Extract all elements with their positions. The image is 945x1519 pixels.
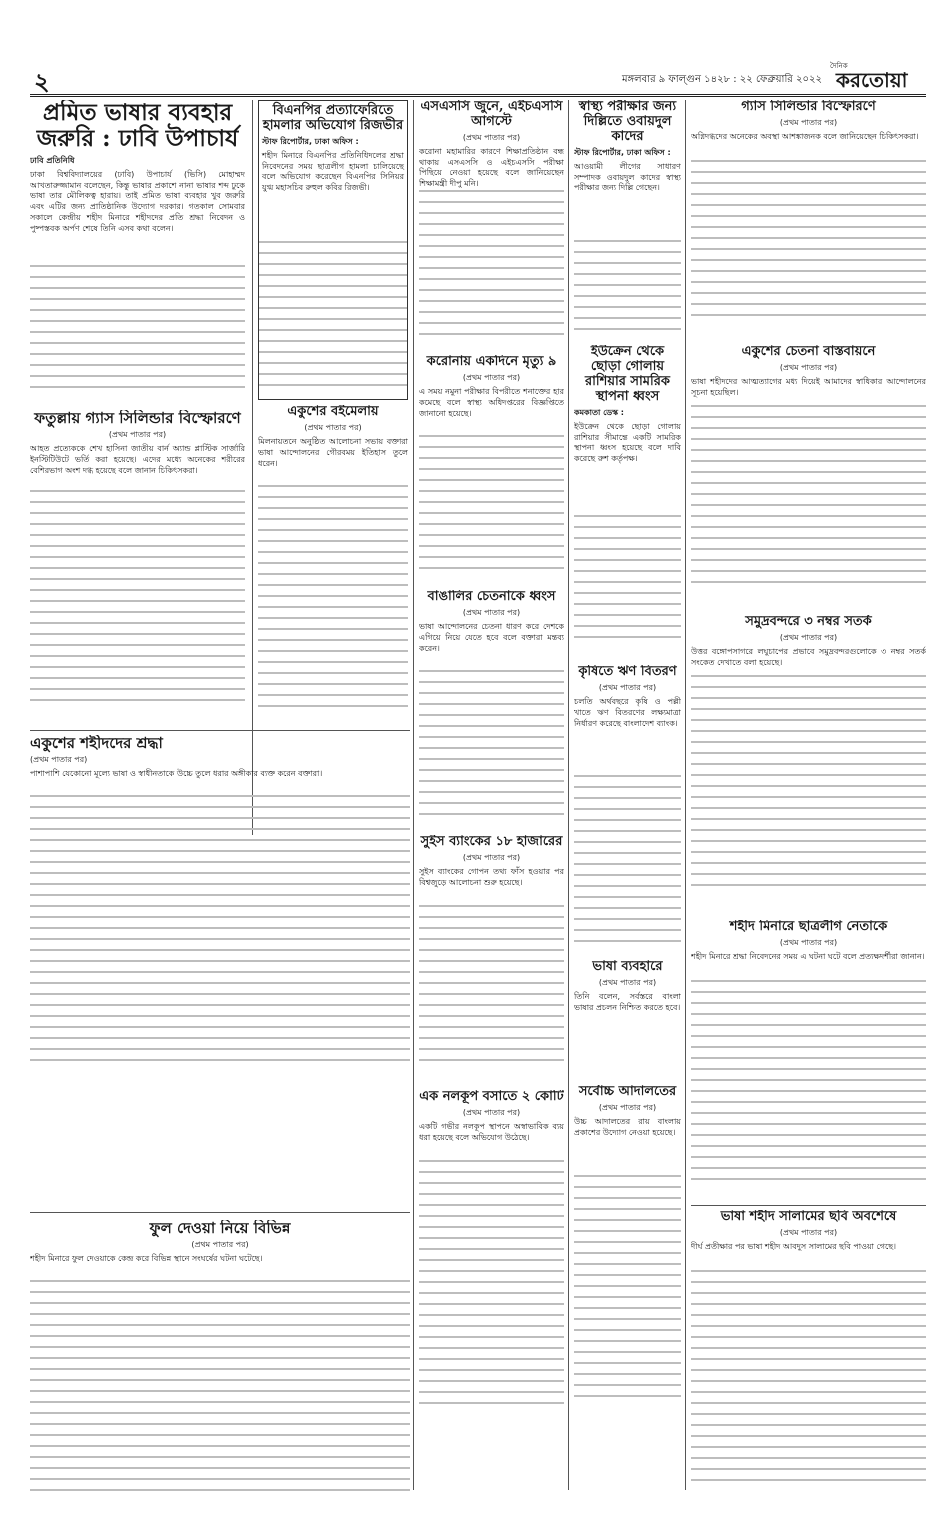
bangalir-body: ভাষা আন্দোলনের চেতনা ধারণ করে দেশকে এগিয়ে নিয়ে যেতে হবে বলে বক্তারা মন্তব্য করেন। <box>419 621 564 653</box>
lead-headline: প্রমিত ভাষার ব্যবহার জরুরি : ঢাবি উপাচার্য <box>36 100 239 153</box>
nalkup-headline: এক নলকূপ বসাতে ২ কোটি <box>419 1090 564 1104</box>
nalkup-article <box>419 1090 564 1420</box>
chetona-article <box>691 345 926 610</box>
section-rule <box>691 1205 926 1206</box>
minar-body: শহীদ মিনারে শ্রদ্ধা নিবেদনের সময় এ ঘটনা ঘটে বলে প্রত্যক্ষদর্শীরা জানান। <box>691 951 925 961</box>
swiss-article <box>419 835 564 1085</box>
health-body: আওয়ামী লীগের সাধারণ সম্পাদক ওবায়দুল কাদের স্বাস্থ্য পরীক্ষার জন্য দিল্লি গেছেন। <box>574 161 681 193</box>
column-rule <box>252 100 253 835</box>
continuation-label: (প্রথম পাতার পর) <box>462 852 521 862</box>
chetona-headline: একুশের চেতনা বাস্তবায়নে <box>741 345 876 359</box>
minar-article <box>691 920 926 1205</box>
fatullah-body: আহত প্রত্যেককে শেখ হাসিনা জাতীয় বার্ন অ্যান্ড প্লাস্টিক সার্জারি ইনস্টিটিউটে ভর্তি করা হয়েছে। এদের মধ্যে অনেকের শরীরের বেশিরভাগ অংশ দগ্ধ হয়েছে বলে জানান চিকিৎসকরা। <box>30 444 245 475</box>
ukraine-body: ইউক্রেন থেকে ছোড়া গোলায় রাশিয়ার সীমান্তে একটি সামরিক স্থাপনা ধ্বংস হয়েছে বলে দাবি করেছে রুশ কর্তৃপক্ষ। <box>574 421 681 464</box>
continuation-label: (প্রথম পাতার পর) <box>462 372 521 382</box>
swiss-headline: সুইস ব্যাংকের ১৮ হাজারের <box>420 835 563 849</box>
ssc-headline: এসএসসি জুনে, এইচএসসি আগস্টে <box>420 100 563 129</box>
court-headline: সর্বোচ্চ আদালতের <box>578 1085 677 1099</box>
continuation-label: (প্রথম পাতার পর) <box>779 117 838 127</box>
ukraine-headline: ইউক্রেন থেকে ছোড়া গোলায় রাশিয়ার সামরিক স্থাপনা ধ্বংস <box>585 345 670 404</box>
minar-headline: শহীদ মিনারে ছাত্রলীগ নেতাকে <box>729 920 888 934</box>
bnp-article <box>258 100 408 400</box>
boimela-body: মিলনায়তনে অনুষ্ঠিত আলোচনা সভায় বক্তারা ভাষা আন্দোলনের গৌরবময় ইতিহাস তুলে ধরেন। <box>258 436 408 468</box>
continuation-label: (প্রথম পাতার পর) <box>191 1240 249 1250</box>
masthead <box>30 64 926 97</box>
flower-article <box>30 1220 410 1505</box>
sea-article <box>691 615 926 915</box>
krishi-body: চলতি অর্থবছরে কৃষি ও পল্লী খাতে ঋণ বিতরণের লক্ষ্যমাত্রা নির্ধারণ করেছে বাংলাদেশ ব্যাংক। <box>574 696 681 728</box>
bangalir-article <box>419 590 564 830</box>
column-rule <box>568 100 569 1490</box>
continuation-label: (প্রথম পাতার পর) <box>30 755 88 765</box>
continuation-label: (প্রথম পাতার পর) <box>304 422 362 432</box>
tribute-body: পাশাপাশি যেকোনো মূল্যে ভাষা ও স্বাধীনতাকে উচ্চে তুলে ধরার অঙ্গীকার ব্যক্ত করেন বক্তারা। <box>30 769 323 779</box>
salam-headline: ভাষা শহীদ সালামের ছবি অবশেষে <box>720 1210 897 1224</box>
logo-name: করতোয়া <box>836 68 908 92</box>
health-headline: স্বাস্থ্য পরীক্ষার জন্য দিল্লিতে ওবায়দুল কাদের <box>578 100 677 144</box>
salam-article <box>691 1210 926 1505</box>
sea-body: উত্তর বঙ্গোপসাগরে লঘুচাপের প্রভাবে সমুদ্রবন্দরগুলোকে ৩ নম্বর সতর্ক সংকেত দেখাতে বলা হয়েছে। <box>691 646 926 667</box>
ukraine-byline: কমকাতা ডেস্ক : <box>574 407 624 417</box>
continuation-label: (প্রথম পাতার পর) <box>462 1107 521 1117</box>
section-rule <box>30 1212 410 1213</box>
corona-article <box>419 355 564 585</box>
column-rule <box>685 100 686 1490</box>
bhasha-headline: ভাষা ব্যবহারে <box>592 960 663 974</box>
bnp-headline: বিএনপির প্রত্যাফেরিতে হামলার অভিযোগ রিজভীর <box>262 103 404 133</box>
ssc-article <box>419 100 564 350</box>
tribute-article <box>30 735 410 1070</box>
continuation-label: (প্রথম পাতার পর) <box>462 607 521 617</box>
lead-byline: ঢাবি প্রতিনিধি <box>30 155 75 165</box>
bnp-byline: স্টাফ রিপোর্টার, ঢাকা অফিস : <box>262 136 359 146</box>
krishi-headline: কৃষিতে ঋণ বিতরণ <box>578 665 677 679</box>
ssc-body: করোনা মহামারির কারণে শিক্ষাপ্রতিষ্ঠান বন্ধ থাকায় এসএসসি ও এইচএসসি পরীক্ষা পিছিয়ে নেওয়া হয়েছে বলে জানিয়েছেন শিক্ষামন্ত্রী দীপু মনি। <box>419 146 564 189</box>
boimela-headline: একুশের বইমেলায় <box>287 405 379 419</box>
logo-small-text: দৈনিক <box>830 62 848 70</box>
lead-body: ঢাকা বিশ্ববিদ্যালয়ের (ঢাবি) উপাচার্য (ভিসি) মোহাম্মদ আখতারুজ্জামান বলেছেন, কিন্তু ভাষার প্রকাশে নানা ভাষার শব্দ ঢুকে ভাষা তার মৌলিকত্ব হারায়। তাই প্রমিত ভাষা ব্যবহার খুব জরুরি এবং এটির জন্য প্রাতিষ্ঠানিক উদ্যোগ দরকার। গতকাল সোমবার সকালে কেন্দ্রীয় শহীদ মিনারে শহীদদের প্রতি শ্রদ্ধা নিবেদন ও পুষ্পস্তবক অর্পণ শেষে তিনি এসব কথা বলেন। <box>30 169 245 233</box>
court-body: উচ্চ আদালতের রায় বাংলায় প্রকাশের উদ্যোগ নেওয়া হয়েছে। <box>574 1116 681 1137</box>
column-rule <box>413 100 414 1490</box>
flower-body: শহীদ মিনারে ফুল দেওয়াকে কেন্দ্র করে বিভিন্ন স্থানে সংঘর্ষের ঘটনা ঘটেছে। <box>30 1254 263 1264</box>
chetona-body: ভাষা শহীদদের আত্মত্যাগের মধ্য দিয়েই আমাদের স্বাধিকার আন্দোলনের সূচনা হয়েছিল। <box>691 376 926 397</box>
gas-article <box>691 100 926 340</box>
continuation-label: (প্রথম পাতার পর) <box>108 430 167 440</box>
nalkup-body: একটি গভীর নলকূপ স্থাপনে অস্বাভাবিক ব্যয় ধরা হয়েছে বলে অভিযোগ উঠেছে। <box>419 1121 564 1142</box>
page-number: ২ <box>34 68 50 96</box>
sea-headline: সমুদ্রবন্দরে ৩ নম্বর সতর্ক <box>745 615 872 629</box>
gas-body: অগ্নিদগ্ধদের অনেকের অবস্থা আশঙ্কাজনক বলে জানিয়েছেন চিকিৎসকরা। <box>691 131 919 141</box>
ukraine-article <box>574 345 681 660</box>
section-rule <box>30 730 410 731</box>
health-article <box>574 100 681 340</box>
continuation-label: (প্রথম পাতার পর) <box>598 977 657 987</box>
fatullah-article <box>30 410 245 720</box>
court-article <box>574 1085 681 1420</box>
bhasha-body: তিনি বলেন, সর্বস্তরে বাংলা ভাষার প্রচলন নিশ্চিত করতে হবে। <box>574 991 681 1012</box>
corona-headline: করোনায় একদিনে মৃত্যু ৯ <box>426 355 557 369</box>
krishi-article <box>574 665 681 955</box>
continuation-label: (প্রথম পাতার পর) <box>779 632 838 642</box>
corona-body: এ সময় নমুনা পরীক্ষার বিপরীতে শনাক্তের হার কমেছে বলে স্বাস্থ্য অধিদপ্তরের বিজ্ঞপ্তিতে জানানো হয়েছে। <box>419 386 564 418</box>
tribute-headline: একুশের শহীদদের শ্রদ্ধা <box>30 735 163 752</box>
lead-article <box>30 100 245 400</box>
salam-body: দীর্ঘ প্রতীক্ষার পর ভাষা শহীদ আবদুস সালামের ছবি পাওয়া গেছে। <box>691 1241 896 1251</box>
continuation-label: (প্রথম পাতার পর) <box>462 132 521 142</box>
health-byline: স্টাফ রিপোর্টার, ঢাকা অফিস : <box>574 147 671 157</box>
newspaper-logo <box>830 60 926 92</box>
swiss-body: সুইস ব্যাংকের গোপন তথ্য ফাঁস হওয়ার পর বিশ্বজুড়ে আলোচনা শুরু হয়েছে। <box>419 866 564 887</box>
gas-headline: গ্যাস সিলিন্ডার বিস্ফোরণে <box>741 100 876 114</box>
fatullah-headline: ফতুল্লায় গ্যাস সিলিন্ডার বিস্ফোরণে <box>34 410 241 427</box>
continuation-label: (প্রথম পাতার পর) <box>598 682 657 692</box>
continuation-label: (প্রথম পাতার পর) <box>779 937 838 947</box>
flower-headline: ফুল দেওয়া নিয়ে বিভিন্ন <box>149 1220 291 1237</box>
continuation-label: (প্রথম পাতার পর) <box>598 1102 657 1112</box>
bangalir-headline: বাঙালির চেতনাকে ধ্বংস <box>427 590 556 604</box>
boimela-article <box>258 405 408 725</box>
bnp-body: শহীদ মিনারে বিএনপির প্রতিনিধিদলের শ্রদ্ধা নিবেদনের সময় ছাত্রলীগ হামলা চালিয়েছে বলে অভিযোগ করেছেন বিএনপির সিনিয়র যুগ্ম মহাসচিব রুহুল কবির রিজভী। <box>262 150 404 193</box>
bhasha-article <box>574 960 681 1080</box>
continuation-label: (প্রথম পাতার পর) <box>779 1227 838 1237</box>
issue-date: মঙ্গলবার ৯ ফাল্গুন ১৪২৮ : ২২ ফেব্রুয়ারি ২০২২ <box>621 74 822 85</box>
continuation-label: (প্রথম পাতার পর) <box>779 362 838 372</box>
